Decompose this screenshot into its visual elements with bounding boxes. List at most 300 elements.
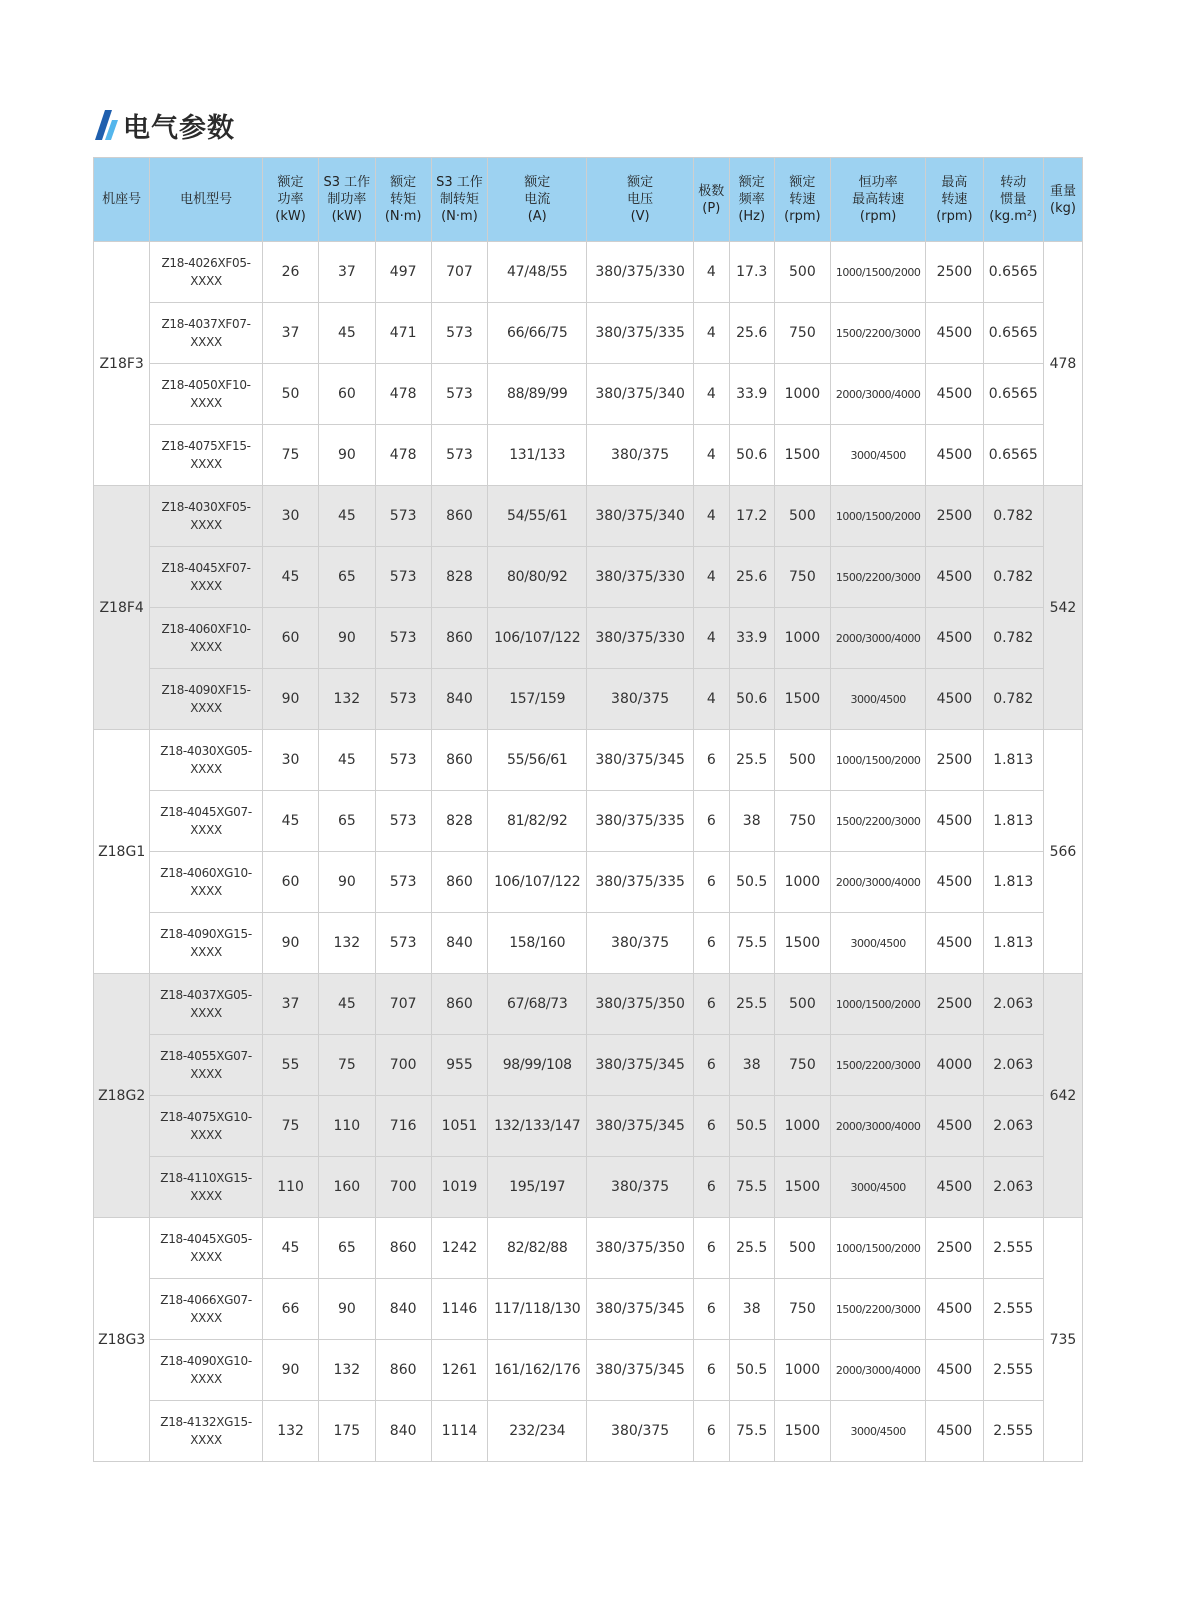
rated-voltage-cell: 380/375 — [587, 669, 693, 730]
rated-speed-cell: 1500 — [774, 669, 830, 730]
const-power-max-speed-cell: 1000/1500/2000 — [831, 974, 926, 1035]
rated-frequency-cell: 50.5 — [729, 1340, 774, 1401]
section-title — [93, 104, 235, 146]
s3-torque-cell: 1051 — [431, 1096, 487, 1157]
frame-cell: Z18G2 — [94, 974, 150, 1218]
rated-frequency-cell: 25.5 — [729, 730, 774, 791]
const-power-max-speed-cell: 1500/2200/3000 — [831, 1035, 926, 1096]
frame-cell: Z18F3 — [94, 242, 150, 486]
rated-power-cell: 26 — [262, 242, 318, 303]
rated-power-cell: 50 — [262, 364, 318, 425]
s3-torque-cell: 573 — [431, 425, 487, 486]
rated-current-cell: 158/160 — [488, 913, 587, 974]
rated-current-cell: 55/56/61 — [488, 730, 587, 791]
inertia-cell: 0.782 — [983, 669, 1043, 730]
model-cell: Z18-4045XG05- XXXX — [150, 1218, 263, 1279]
rated-frequency-cell: 25.6 — [729, 303, 774, 364]
rated-power-cell: 45 — [262, 547, 318, 608]
rated-voltage-cell: 380/375/345 — [587, 1340, 693, 1401]
header-inertia: 转动 惯量 (kg.m²) — [983, 158, 1043, 242]
table-body — [94, 242, 1083, 1462]
rated-frequency-cell: 33.9 — [729, 364, 774, 425]
rated-frequency-cell: 33.9 — [729, 608, 774, 669]
rated-speed-cell: 1500 — [774, 913, 830, 974]
electrical-parameters-table — [93, 157, 1083, 1462]
rated-voltage-cell: 380/375/345 — [587, 1096, 693, 1157]
const-power-max-speed-cell: 2000/3000/4000 — [831, 608, 926, 669]
table-row — [94, 1035, 1083, 1096]
model-cell: Z18-4075XG10- XXXX — [150, 1096, 263, 1157]
table-row — [94, 303, 1083, 364]
model-cell: Z18-4066XG07- XXXX — [150, 1279, 263, 1340]
frame-cell: Z18G3 — [94, 1218, 150, 1462]
rated-voltage-cell: 380/375 — [587, 913, 693, 974]
weight-cell: 642 — [1043, 974, 1082, 1218]
rated-voltage-cell: 380/375/345 — [587, 1035, 693, 1096]
table-row — [94, 486, 1083, 547]
inertia-cell: 1.813 — [983, 730, 1043, 791]
rated-speed-cell: 500 — [774, 242, 830, 303]
rated-voltage-cell: 380/375 — [587, 425, 693, 486]
const-power-max-speed-cell: 2000/3000/4000 — [831, 364, 926, 425]
rated-frequency-cell: 38 — [729, 1035, 774, 1096]
const-power-max-speed-cell: 2000/3000/4000 — [831, 1340, 926, 1401]
header-rated-voltage: 额定 电压 (V) — [587, 158, 693, 242]
table-row — [94, 791, 1083, 852]
weight-cell: 566 — [1043, 730, 1082, 974]
rated-frequency-cell: 25.5 — [729, 1218, 774, 1279]
rated-speed-cell: 500 — [774, 730, 830, 791]
s3-power-cell: 90 — [319, 852, 375, 913]
model-cell: Z18-4037XG05- XXXX — [150, 974, 263, 1035]
rated-frequency-cell: 38 — [729, 791, 774, 852]
s3-power-cell: 45 — [319, 730, 375, 791]
max-speed-cell: 4500 — [926, 852, 983, 913]
rated-power-cell: 66 — [262, 1279, 318, 1340]
inertia-cell: 2.555 — [983, 1279, 1043, 1340]
s3-power-cell: 65 — [319, 791, 375, 852]
rated-torque-cell: 573 — [375, 547, 431, 608]
poles-cell: 6 — [693, 1157, 729, 1218]
rated-torque-cell: 573 — [375, 486, 431, 547]
header-rated-current: 额定 电流 (A) — [488, 158, 587, 242]
inertia-cell: 0.782 — [983, 608, 1043, 669]
const-power-max-speed-cell: 1000/1500/2000 — [831, 486, 926, 547]
rated-power-cell: 132 — [262, 1401, 318, 1462]
max-speed-cell: 2500 — [926, 974, 983, 1035]
poles-cell: 4 — [693, 486, 729, 547]
s3-torque-cell: 828 — [431, 791, 487, 852]
rated-frequency-cell: 25.6 — [729, 547, 774, 608]
rated-torque-cell: 573 — [375, 608, 431, 669]
max-speed-cell: 4000 — [926, 1035, 983, 1096]
rated-power-cell: 55 — [262, 1035, 318, 1096]
inertia-cell: 1.813 — [983, 913, 1043, 974]
s3-power-cell: 90 — [319, 1279, 375, 1340]
poles-cell: 4 — [693, 242, 729, 303]
rated-frequency-cell: 75.5 — [729, 1401, 774, 1462]
s3-torque-cell: 1261 — [431, 1340, 487, 1401]
table-row — [94, 1218, 1083, 1279]
header-max-speed: 最高 转速 (rpm) — [926, 158, 983, 242]
table-row — [94, 1279, 1083, 1340]
rated-speed-cell: 1500 — [774, 1157, 830, 1218]
table-row — [94, 974, 1083, 1035]
rated-torque-cell: 573 — [375, 730, 431, 791]
rated-voltage-cell: 380/375/345 — [587, 730, 693, 791]
s3-torque-cell: 860 — [431, 852, 487, 913]
rated-current-cell: 131/133 — [488, 425, 587, 486]
rated-torque-cell: 860 — [375, 1218, 431, 1279]
rated-power-cell: 110 — [262, 1157, 318, 1218]
s3-power-cell: 45 — [319, 486, 375, 547]
s3-torque-cell: 860 — [431, 608, 487, 669]
s3-torque-cell: 860 — [431, 730, 487, 791]
rated-frequency-cell: 50.5 — [729, 852, 774, 913]
rated-speed-cell: 500 — [774, 974, 830, 1035]
rated-torque-cell: 860 — [375, 1340, 431, 1401]
rated-frequency-cell: 17.2 — [729, 486, 774, 547]
inertia-cell: 2.555 — [983, 1340, 1043, 1401]
rated-frequency-cell: 50.6 — [729, 669, 774, 730]
rated-frequency-cell: 50.6 — [729, 425, 774, 486]
header-weight: 重量 (kg) — [1043, 158, 1082, 242]
rated-power-cell: 45 — [262, 1218, 318, 1279]
table-row — [94, 608, 1083, 669]
const-power-max-speed-cell: 1500/2200/3000 — [831, 791, 926, 852]
header-poles: 极数 (P) — [693, 158, 729, 242]
table-header-row — [94, 158, 1083, 242]
inertia-cell: 2.063 — [983, 1157, 1043, 1218]
s3-torque-cell: 955 — [431, 1035, 487, 1096]
poles-cell: 4 — [693, 303, 729, 364]
s3-torque-cell: 1114 — [431, 1401, 487, 1462]
s3-torque-cell: 828 — [431, 547, 487, 608]
model-cell: Z18-4090XF15- XXXX — [150, 669, 263, 730]
rated-current-cell: 54/55/61 — [488, 486, 587, 547]
s3-power-cell: 60 — [319, 364, 375, 425]
rated-power-cell: 75 — [262, 425, 318, 486]
rated-speed-cell: 500 — [774, 486, 830, 547]
rated-current-cell: 117/118/130 — [488, 1279, 587, 1340]
rated-speed-cell: 1000 — [774, 364, 830, 425]
poles-cell: 6 — [693, 1096, 729, 1157]
table-row — [94, 1401, 1083, 1462]
weight-cell: 478 — [1043, 242, 1082, 486]
const-power-max-speed-cell: 3000/4500 — [831, 1157, 926, 1218]
inertia-cell: 0.782 — [983, 547, 1043, 608]
slash-logo-icon — [93, 108, 119, 142]
model-cell: Z18-4026XF05- XXXX — [150, 242, 263, 303]
poles-cell: 6 — [693, 1279, 729, 1340]
s3-power-cell: 45 — [319, 303, 375, 364]
rated-current-cell: 132/133/147 — [488, 1096, 587, 1157]
const-power-max-speed-cell: 1000/1500/2000 — [831, 242, 926, 303]
rated-current-cell: 232/234 — [488, 1401, 587, 1462]
max-speed-cell: 4500 — [926, 425, 983, 486]
s3-power-cell: 65 — [319, 547, 375, 608]
poles-cell: 6 — [693, 730, 729, 791]
rated-torque-cell: 840 — [375, 1401, 431, 1462]
rated-frequency-cell: 25.5 — [729, 974, 774, 1035]
inertia-cell: 0.782 — [983, 486, 1043, 547]
max-speed-cell: 4500 — [926, 608, 983, 669]
model-cell: Z18-4090XG15- XXXX — [150, 913, 263, 974]
max-speed-cell: 4500 — [926, 547, 983, 608]
poles-cell: 4 — [693, 669, 729, 730]
model-cell: Z18-4037XF07- XXXX — [150, 303, 263, 364]
inertia-cell: 0.6565 — [983, 425, 1043, 486]
table-row — [94, 547, 1083, 608]
model-cell: Z18-4075XF15- XXXX — [150, 425, 263, 486]
model-cell: Z18-4030XG05- XXXX — [150, 730, 263, 791]
table-row — [94, 364, 1083, 425]
rated-torque-cell: 573 — [375, 913, 431, 974]
poles-cell: 4 — [693, 364, 729, 425]
const-power-max-speed-cell: 3000/4500 — [831, 1401, 926, 1462]
inertia-cell: 0.6565 — [983, 364, 1043, 425]
rated-current-cell: 106/107/122 — [488, 608, 587, 669]
s3-power-cell: 65 — [319, 1218, 375, 1279]
s3-torque-cell: 860 — [431, 974, 487, 1035]
max-speed-cell: 2500 — [926, 242, 983, 303]
table-row — [94, 1157, 1083, 1218]
rated-frequency-cell: 75.5 — [729, 1157, 774, 1218]
rated-current-cell: 47/48/55 — [488, 242, 587, 303]
rated-frequency-cell: 17.3 — [729, 242, 774, 303]
s3-power-cell: 132 — [319, 1340, 375, 1401]
table-row — [94, 730, 1083, 791]
model-cell: Z18-4060XF10- XXXX — [150, 608, 263, 669]
rated-voltage-cell: 380/375/350 — [587, 974, 693, 1035]
rated-voltage-cell: 380/375/335 — [587, 791, 693, 852]
rated-voltage-cell: 380/375/335 — [587, 303, 693, 364]
header-rated-speed: 额定 转速 (rpm) — [774, 158, 830, 242]
rated-speed-cell: 500 — [774, 1218, 830, 1279]
max-speed-cell: 4500 — [926, 303, 983, 364]
max-speed-cell: 2500 — [926, 730, 983, 791]
rated-speed-cell: 750 — [774, 1035, 830, 1096]
rated-current-cell: 161/162/176 — [488, 1340, 587, 1401]
poles-cell: 6 — [693, 1401, 729, 1462]
rated-frequency-cell: 75.5 — [729, 913, 774, 974]
model-cell: Z18-4060XG10- XXXX — [150, 852, 263, 913]
inertia-cell: 2.063 — [983, 1096, 1043, 1157]
rated-current-cell: 106/107/122 — [488, 852, 587, 913]
weight-cell: 542 — [1043, 486, 1082, 730]
const-power-max-speed-cell: 1500/2200/3000 — [831, 1279, 926, 1340]
poles-cell: 6 — [693, 1035, 729, 1096]
max-speed-cell: 4500 — [926, 1096, 983, 1157]
const-power-max-speed-cell: 3000/4500 — [831, 913, 926, 974]
rated-voltage-cell: 380/375/330 — [587, 547, 693, 608]
inertia-cell: 0.6565 — [983, 242, 1043, 303]
rated-torque-cell: 700 — [375, 1035, 431, 1096]
rated-torque-cell: 700 — [375, 1157, 431, 1218]
max-speed-cell: 4500 — [926, 1157, 983, 1218]
const-power-max-speed-cell: 1500/2200/3000 — [831, 547, 926, 608]
rated-voltage-cell: 380/375/330 — [587, 242, 693, 303]
rated-current-cell: 67/68/73 — [488, 974, 587, 1035]
max-speed-cell: 4500 — [926, 1401, 983, 1462]
poles-cell: 6 — [693, 1218, 729, 1279]
s3-torque-cell: 840 — [431, 669, 487, 730]
s3-torque-cell: 1019 — [431, 1157, 487, 1218]
rated-voltage-cell: 380/375/350 — [587, 1218, 693, 1279]
const-power-max-speed-cell: 1000/1500/2000 — [831, 1218, 926, 1279]
const-power-max-speed-cell: 2000/3000/4000 — [831, 852, 926, 913]
rated-current-cell: 157/159 — [488, 669, 587, 730]
poles-cell: 6 — [693, 791, 729, 852]
s3-torque-cell: 707 — [431, 242, 487, 303]
rated-voltage-cell: 380/375/340 — [587, 486, 693, 547]
rated-frequency-cell: 50.5 — [729, 1096, 774, 1157]
rated-torque-cell: 840 — [375, 1279, 431, 1340]
rated-current-cell: 80/80/92 — [488, 547, 587, 608]
model-cell: Z18-4055XG07- XXXX — [150, 1035, 263, 1096]
rated-current-cell: 88/89/99 — [488, 364, 587, 425]
model-cell: Z18-4030XF05- XXXX — [150, 486, 263, 547]
max-speed-cell: 4500 — [926, 1340, 983, 1401]
const-power-max-speed-cell: 1500/2200/3000 — [831, 303, 926, 364]
rated-torque-cell: 573 — [375, 669, 431, 730]
poles-cell: 4 — [693, 547, 729, 608]
rated-speed-cell: 1500 — [774, 425, 830, 486]
rated-power-cell: 45 — [262, 791, 318, 852]
rated-torque-cell: 478 — [375, 425, 431, 486]
rated-power-cell: 60 — [262, 852, 318, 913]
frame-cell: Z18G1 — [94, 730, 150, 974]
inertia-cell: 2.063 — [983, 1035, 1043, 1096]
rated-power-cell: 37 — [262, 974, 318, 1035]
rated-current-cell: 66/66/75 — [488, 303, 587, 364]
header-model: 电机型号 — [150, 158, 263, 242]
s3-power-cell: 160 — [319, 1157, 375, 1218]
table-row — [94, 1096, 1083, 1157]
rated-voltage-cell: 380/375/330 — [587, 608, 693, 669]
header-s3-torque: S3 工作 制转矩 (N·m) — [431, 158, 487, 242]
rated-current-cell: 98/99/108 — [488, 1035, 587, 1096]
model-cell: Z18-4110XG15- XXXX — [150, 1157, 263, 1218]
poles-cell: 4 — [693, 425, 729, 486]
rated-speed-cell: 1000 — [774, 852, 830, 913]
header-rated-frequency: 额定 频率 (Hz) — [729, 158, 774, 242]
table-row — [94, 1340, 1083, 1401]
rated-power-cell: 75 — [262, 1096, 318, 1157]
s3-torque-cell: 573 — [431, 303, 487, 364]
const-power-max-speed-cell: 2000/3000/4000 — [831, 1096, 926, 1157]
rated-speed-cell: 750 — [774, 1279, 830, 1340]
rated-speed-cell: 1000 — [774, 608, 830, 669]
const-power-max-speed-cell: 3000/4500 — [831, 669, 926, 730]
model-cell: Z18-4090XG10- XXXX — [150, 1340, 263, 1401]
inertia-cell: 2.555 — [983, 1401, 1043, 1462]
s3-torque-cell: 1146 — [431, 1279, 487, 1340]
frame-cell: Z18F4 — [94, 486, 150, 730]
rated-torque-cell: 471 — [375, 303, 431, 364]
rated-torque-cell: 497 — [375, 242, 431, 303]
header-frame: 机座号 — [94, 158, 150, 242]
rated-torque-cell: 573 — [375, 852, 431, 913]
s3-power-cell: 75 — [319, 1035, 375, 1096]
s3-power-cell: 132 — [319, 913, 375, 974]
table-row — [94, 669, 1083, 730]
weight-cell: 735 — [1043, 1218, 1082, 1462]
header-rated-power: 额定 功率 (kW) — [262, 158, 318, 242]
rated-voltage-cell: 380/375/345 — [587, 1279, 693, 1340]
rated-speed-cell: 1000 — [774, 1340, 830, 1401]
inertia-cell: 2.063 — [983, 974, 1043, 1035]
rated-frequency-cell: 38 — [729, 1279, 774, 1340]
rated-torque-cell: 478 — [375, 364, 431, 425]
s3-power-cell: 90 — [319, 608, 375, 669]
rated-power-cell: 37 — [262, 303, 318, 364]
s3-torque-cell: 1242 — [431, 1218, 487, 1279]
table-row — [94, 425, 1083, 486]
model-cell: Z18-4132XG15- XXXX — [150, 1401, 263, 1462]
const-power-max-speed-cell: 1000/1500/2000 — [831, 730, 926, 791]
rated-voltage-cell: 380/375/335 — [587, 852, 693, 913]
max-speed-cell: 4500 — [926, 669, 983, 730]
inertia-cell: 1.813 — [983, 791, 1043, 852]
rated-speed-cell: 1000 — [774, 1096, 830, 1157]
model-cell: Z18-4050XF10- XXXX — [150, 364, 263, 425]
rated-power-cell: 30 — [262, 730, 318, 791]
s3-power-cell: 175 — [319, 1401, 375, 1462]
const-power-max-speed-cell: 3000/4500 — [831, 425, 926, 486]
poles-cell: 4 — [693, 608, 729, 669]
s3-torque-cell: 860 — [431, 486, 487, 547]
s3-power-cell: 37 — [319, 242, 375, 303]
max-speed-cell: 2500 — [926, 486, 983, 547]
rated-power-cell: 90 — [262, 913, 318, 974]
rated-power-cell: 90 — [262, 1340, 318, 1401]
s3-power-cell: 90 — [319, 425, 375, 486]
rated-speed-cell: 750 — [774, 791, 830, 852]
inertia-cell: 0.6565 — [983, 303, 1043, 364]
inertia-cell: 1.813 — [983, 852, 1043, 913]
rated-torque-cell: 716 — [375, 1096, 431, 1157]
rated-torque-cell: 707 — [375, 974, 431, 1035]
rated-power-cell: 30 — [262, 486, 318, 547]
table-row — [94, 242, 1083, 303]
s3-power-cell: 110 — [319, 1096, 375, 1157]
poles-cell: 6 — [693, 1340, 729, 1401]
rated-current-cell: 195/197 — [488, 1157, 587, 1218]
s3-power-cell: 132 — [319, 669, 375, 730]
rated-voltage-cell: 380/375 — [587, 1401, 693, 1462]
rated-speed-cell: 1500 — [774, 1401, 830, 1462]
poles-cell: 6 — [693, 913, 729, 974]
table-row — [94, 913, 1083, 974]
max-speed-cell: 2500 — [926, 1218, 983, 1279]
inertia-cell: 2.555 — [983, 1218, 1043, 1279]
rated-power-cell: 90 — [262, 669, 318, 730]
max-speed-cell: 4500 — [926, 913, 983, 974]
rated-power-cell: 60 — [262, 608, 318, 669]
poles-cell: 6 — [693, 974, 729, 1035]
header-const-power-max-speed: 恒功率 最高转速 (rpm) — [831, 158, 926, 242]
model-cell: Z18-4045XF07- XXXX — [150, 547, 263, 608]
rated-current-cell: 82/82/88 — [488, 1218, 587, 1279]
rated-torque-cell: 573 — [375, 791, 431, 852]
s3-power-cell: 45 — [319, 974, 375, 1035]
max-speed-cell: 4500 — [926, 1279, 983, 1340]
rated-current-cell: 81/82/92 — [488, 791, 587, 852]
rated-voltage-cell: 380/375 — [587, 1157, 693, 1218]
rated-speed-cell: 750 — [774, 547, 830, 608]
rated-speed-cell: 750 — [774, 303, 830, 364]
